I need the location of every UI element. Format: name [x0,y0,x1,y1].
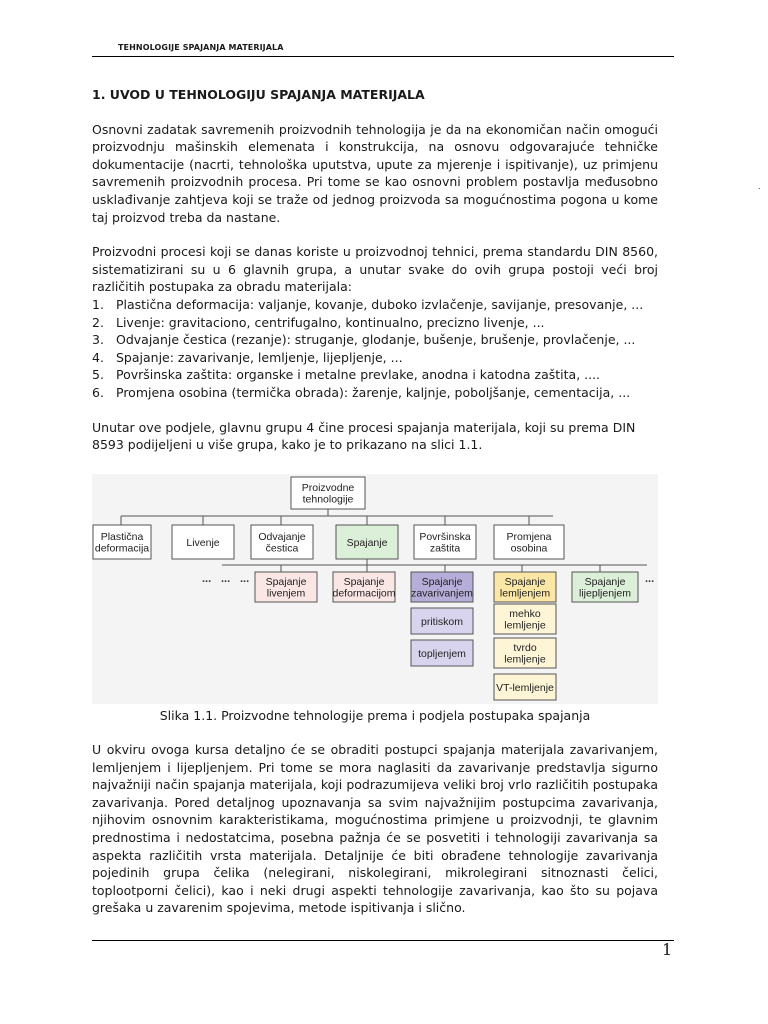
list-item: 3. Odvajanje čestica (rezanje): struganje, glodanje, bušenje, brušenje, provlačenje, ... [92,332,636,348]
node-joining-method [332,572,395,602]
footer-rule [92,940,674,941]
process-group-list [92,296,658,402]
node-group [172,525,234,559]
node-joining-method [255,572,317,602]
node-group [251,525,313,559]
node-joining-method-label: Spajanje [421,576,463,589]
figure-diagram [92,474,658,704]
figure-caption: Slika 1.1. Proizvodne tehnologije prema i podjela postupaka spajanja [159,708,591,723]
list-item: 1. Plastična deformacija: valjanje, kovanje, duboko izvlačenje, savijanje, presovanje, ... [92,296,644,312]
node-soldering-type [494,674,556,700]
node-soldering-type-label: lemljenje [504,653,546,666]
node-welding-type [411,640,473,666]
node-soldering-type-label: VT-lemljenje [496,681,554,694]
node-group-label: Odvajanje [258,531,306,544]
node-welding-type-label: pritiskom [420,615,464,628]
node-soldering-type-label: mehko [509,608,541,621]
node-group-label: Spajanje [346,536,388,549]
node-joining-method-label: Spajanje [504,576,546,589]
running-header: TEHNOLOGIJE SPAJANJA MATERIJALA [118,43,284,52]
ellipsis-left: ... [240,573,250,585]
node-group-label: deformacija [94,542,150,555]
margin-dot: . [758,182,761,191]
node-group-label: osobina [510,542,548,555]
node-joining-method [572,572,638,602]
node-joining-method-label: Spajanje [584,576,626,589]
node-group-label: Plastična [100,531,144,544]
hierarchy-diagram [92,474,658,704]
node-root-label: Proizvodne [301,482,355,495]
ellipsis-right: ... [645,573,655,585]
ellipsis-left: ... [221,573,231,585]
node-joining-method-label: Spajanje [265,576,307,589]
list-item: 6. Promjena osobina (termička obrada): žarenje, kaljnje, poboljšanje, cementacija, ... [92,384,631,400]
paragraph-1: Osnovni zadatak savremenih proizvodnih tehnologija je da na ekonomičan način omogući proizvodnju mašinskih elemenata i konstrukcija, na osnovu odgovarajuće tehničke dokumentacije (nacrti, tehnološka uputstva, upute za mjerenje i ispitivanje), uz primjenu savremenih proizvodnih procesa. Pri tome se kao osnovni problem postavlja međusobno usklađivanje zahtjeva koji se traže od jednog proizvoda sa mogućnostima pogona u kome taj proizvod treba da nastane. [92,121,658,225]
node-group [336,525,398,559]
node-joining-method-label: deformacijom [332,587,396,600]
list-item: 5. Površinska zaštita: organske i metalne prevlake, anodna i katodna zaštita, .... [92,367,601,383]
list-item: 4. Spajanje: zavarivanje, lemljenje, lijepljenje, ... [92,349,403,365]
node-joining-method-label: Spajanje [343,576,385,589]
list-item: 2. Livenje: gravitaciono, centrifugalno, kontinualno, precizno livenje, ... [92,314,545,330]
paragraph-4: U okviru ovoga kursa detaljno će se obraditi postupci spajanja materijala zavarivanjem, lemljenjem i lijepljenjem. Pri tome se mora naglasiti da zavarivanje predstavlja sigurno najvažniji način spajanja materijala, koji podrazumijeva veliki broj vrlo različitih postupaka zavarivanja. Pored detaljnog upoznavanja sa svim najvažnijim postupcima zavarivanja, njihovim osnovnim karakteristikama, mogućnostima primjene u proizvodnji, te glavnim prednostima i nedostatcima, posebna pažnja će se posvetiti i tehnologiji zavarivanja sa aspekta različitih vrsta materijala. Detaljnije će biti obrađene tehnologije zavarivanja pojedinih grupa čelika (nelegirani, niskolegirani, mikrolegirani sitnoznasti čelici, toplootporni čelici), kao i neki drugi aspekti tehnologije zavarivanja, kao što su pojava grešaka u zavarenim spojevima, metode ispitivanja i slično. [92,742,658,916]
node-group-label: Promjena [506,531,552,544]
ellipsis-left: ... [202,573,212,585]
node-joining-method-label: zavarivanjem [411,587,473,600]
paragraph-2: Proizvodni procesi koji se danas koriste u proizvodnoj tehnici, prema standardu DIN 8560, sistematizirani su u 6 glavnih grupa, a unutar svake do ovih grupa postoji veći broj različitih postupaka za obradu materijala: [92,244,658,295]
node-group [494,525,564,559]
node-group [414,525,476,559]
main-content [92,86,658,454]
node-root [291,477,365,509]
header-rule [92,56,674,57]
node-joining-method-label: lijepljenjem [579,587,631,600]
node-joining-method-label: livenjem [266,587,306,600]
node-group [93,525,151,559]
node-group-label: Površinska [419,531,471,544]
section-title: 1. UVOD U TEHNOLOGIJU SPAJANJA MATERIJALA [92,87,425,102]
node-soldering-type [494,604,556,634]
node-group-label: Livenje [186,536,220,549]
node-soldering-type [494,638,556,668]
node-group-label: čestica [265,542,299,555]
node-soldering-type-label: tvrdo [513,642,537,655]
node-welding-type-label: topljenjem [418,647,466,660]
node-joining-method [494,572,556,602]
page-number: 1 [662,940,673,959]
node-soldering-type-label: lemljenje [504,619,546,632]
node-welding-type [411,608,473,634]
node-joining-method-label: lemljenjem [499,587,551,600]
paragraph-3: Unutar ove podjele, glavnu grupu 4 čine procesi spajanja materijala, koji su prema DIN 8593 podijeljeni u više grupa, kako je to prikazano na slici 1.1. [92,419,636,453]
node-group-label: zaštita [429,542,461,555]
node-joining-method [411,572,473,602]
node-root-label: tehnologije [302,493,354,506]
